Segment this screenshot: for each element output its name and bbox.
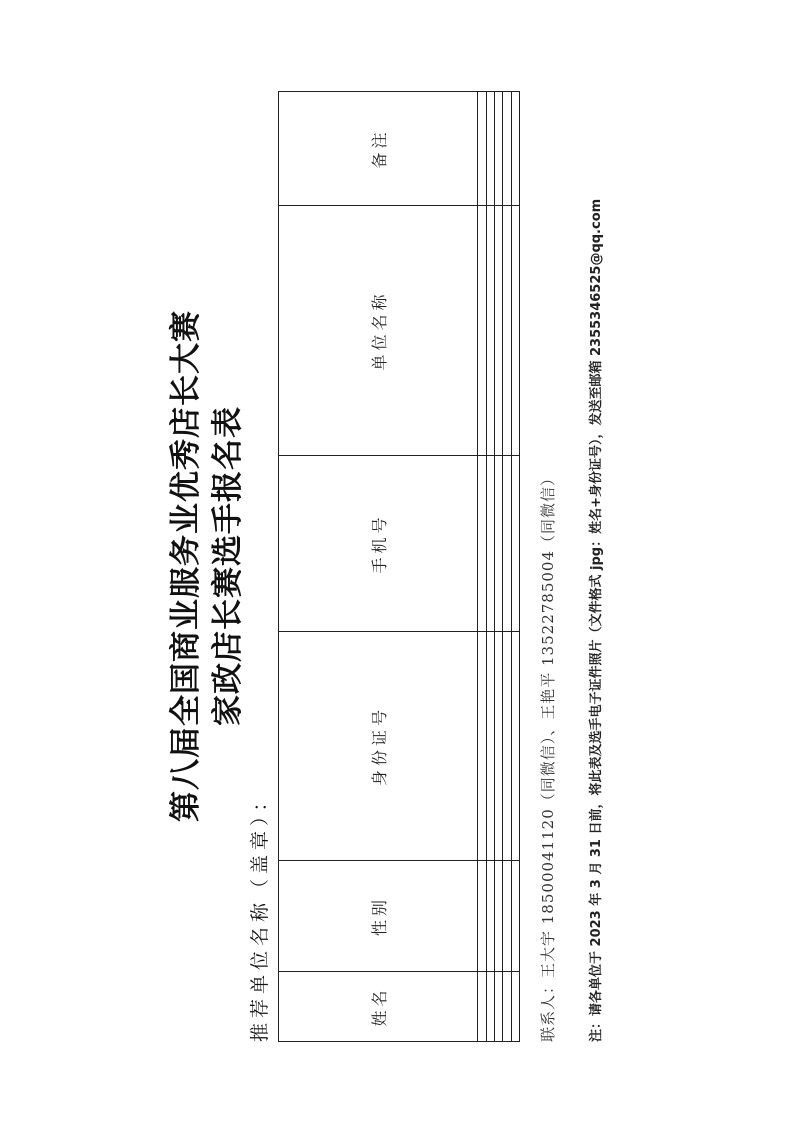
- table-cell[interactable]: [511, 92, 519, 206]
- table-cell[interactable]: [503, 632, 511, 861]
- table-cell[interactable]: [511, 632, 519, 861]
- table-cell[interactable]: [495, 92, 503, 206]
- table-cell[interactable]: [478, 861, 486, 972]
- submission-note: 注：请各单位于 2023 年 3 月 31 日前，将此表及选手电子证件照片（文件格式 jpg：姓名+身份证号），发送至邮箱 2355346525@qq.com: [589, 198, 604, 1042]
- table-cell[interactable]: [495, 206, 503, 456]
- table-cell[interactable]: [486, 632, 494, 861]
- table-cell[interactable]: [495, 456, 503, 632]
- table-cell[interactable]: [478, 456, 486, 632]
- table-cell[interactable]: [503, 861, 511, 972]
- table-cell[interactable]: [478, 92, 486, 206]
- table-cell[interactable]: [495, 861, 503, 972]
- table-cell[interactable]: [495, 972, 503, 1042]
- table-header-row: [279, 92, 478, 1042]
- table-row: [495, 92, 503, 1042]
- table-cell[interactable]: [511, 206, 519, 456]
- table-row: [503, 92, 511, 1042]
- table-cell[interactable]: [511, 972, 519, 1042]
- table-cell[interactable]: [486, 456, 494, 632]
- form-subtitle: 家政店长赛选手报名表: [210, 406, 246, 726]
- header-id-number: 身份证号: [279, 632, 478, 861]
- header-phone: 手机号: [279, 456, 478, 632]
- recommending-unit-label: 推荐单位名称（盖章）：: [249, 787, 271, 1042]
- table-row: [486, 92, 494, 1042]
- table-cell[interactable]: [486, 206, 494, 456]
- table-cell[interactable]: [503, 456, 511, 632]
- header-unit-name: 单位名称: [279, 206, 478, 456]
- header-remarks: 备注: [279, 92, 478, 206]
- table-cell[interactable]: [478, 972, 486, 1042]
- registration-table: [278, 91, 520, 1042]
- table-cell[interactable]: [486, 861, 494, 972]
- header-name: 姓名: [279, 972, 478, 1042]
- table-cell[interactable]: [503, 206, 511, 456]
- table-row: [478, 92, 486, 1042]
- form-title: 第八届全国商业服务业优秀店长大赛: [168, 310, 204, 822]
- table-cell[interactable]: [486, 972, 494, 1042]
- contact-info: 联系人：王大宇 18500041120（同微信）、王艳平 13522785004（同微信）: [539, 470, 557, 1042]
- table-row: [511, 92, 519, 1042]
- table-cell[interactable]: [478, 632, 486, 861]
- table-cell[interactable]: [495, 632, 503, 861]
- table-cell[interactable]: [478, 206, 486, 456]
- table-cell[interactable]: [503, 972, 511, 1042]
- table-cell[interactable]: [511, 861, 519, 972]
- table-cell[interactable]: [486, 92, 494, 206]
- table-cell[interactable]: [503, 92, 511, 206]
- header-gender: 性别: [279, 861, 478, 972]
- table-cell[interactable]: [511, 456, 519, 632]
